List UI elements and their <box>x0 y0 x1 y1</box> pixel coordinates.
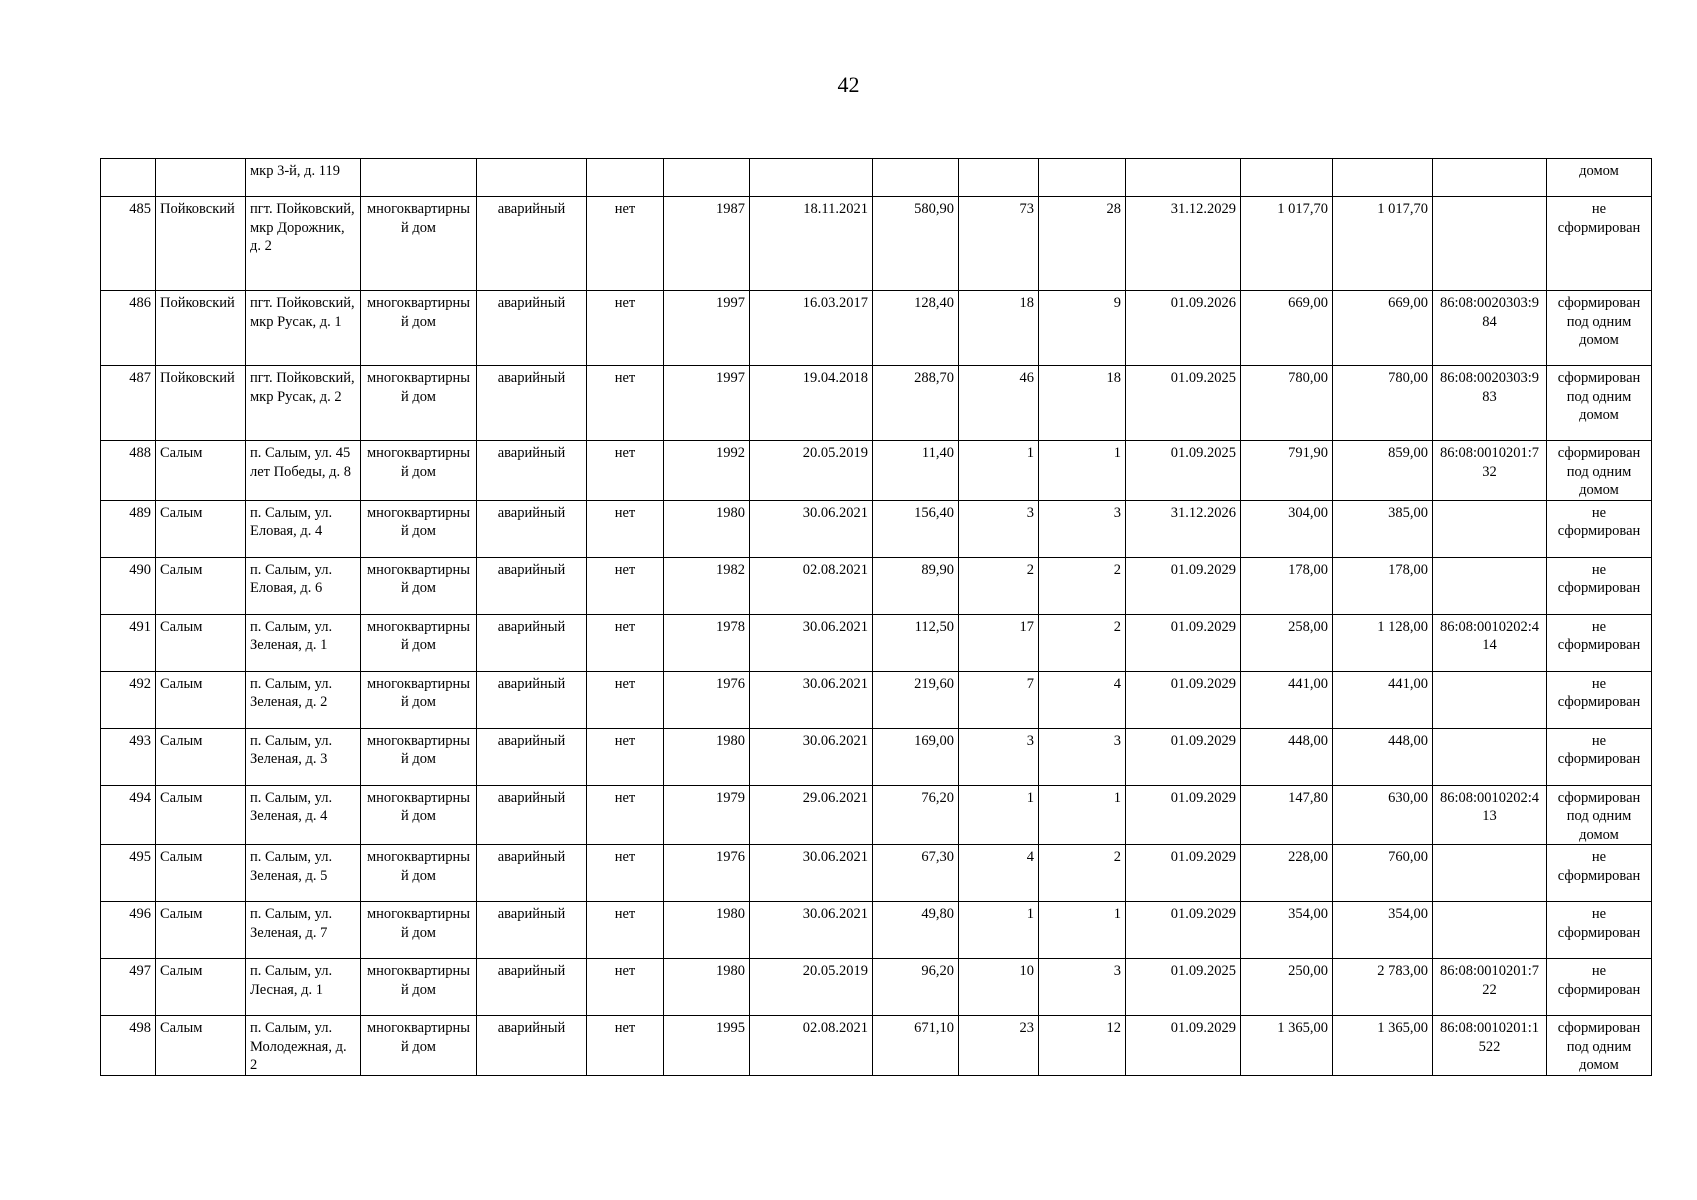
resettlement-deadline-cell: 01.09.2029 <box>1126 1016 1241 1076</box>
recognition-date-cell: 18.11.2021 <box>750 197 873 291</box>
cadastral-number-cell: 86:08:0010201:722 <box>1433 959 1547 1016</box>
cadastral-number-cell <box>1433 902 1547 959</box>
land-plot-status-cell: не сформирован <box>1547 728 1652 785</box>
area-cell: 76,20 <box>873 785 959 845</box>
land-plot-status-cell: сформирован под одним домом <box>1547 366 1652 441</box>
flats-count-cell <box>1039 159 1126 197</box>
cadastral-number-cell <box>1433 671 1547 728</box>
condition-cell: аварийный <box>477 728 587 785</box>
cadastral-number-cell: 86:08:0010201:732 <box>1433 441 1547 501</box>
residents-count-cell: 46 <box>959 366 1039 441</box>
building-type-cell: многоквартирный дом <box>361 1016 477 1076</box>
total-cost-cell: 760,00 <box>1333 845 1433 902</box>
year-built-cell: 1978 <box>664 614 750 671</box>
area-cell: 128,40 <box>873 291 959 366</box>
settlement-cell: Салым <box>156 441 246 501</box>
flag-cell: нет <box>587 614 664 671</box>
year-built-cell: 1982 <box>664 557 750 614</box>
row-number-cell: 493 <box>101 728 156 785</box>
address-cell: п. Салым, ул. Зеленая, д. 5 <box>246 845 361 902</box>
total-cost-cell: 1 365,00 <box>1333 1016 1433 1076</box>
building-type-cell: многоквартирный дом <box>361 500 477 557</box>
cost-cell: 441,00 <box>1241 671 1333 728</box>
total-cost-cell: 178,00 <box>1333 557 1433 614</box>
address-cell: п. Салым, ул. Еловая, д. 6 <box>246 557 361 614</box>
flag-cell: нет <box>587 845 664 902</box>
row-number-cell: 497 <box>101 959 156 1016</box>
table-row <box>101 366 1652 441</box>
table-body <box>101 159 1652 1076</box>
condition-cell: аварийный <box>477 845 587 902</box>
settlement-cell: Салым <box>156 902 246 959</box>
recognition-date-cell: 19.04.2018 <box>750 366 873 441</box>
recognition-date-cell: 30.06.2021 <box>750 845 873 902</box>
cadastral-number-cell: 86:08:0020303:983 <box>1433 366 1547 441</box>
row-number-cell: 485 <box>101 197 156 291</box>
address-cell: п. Салым, ул. 45 лет Победы, д. 8 <box>246 441 361 501</box>
cost-cell: 304,00 <box>1241 500 1333 557</box>
year-built-cell: 1987 <box>664 197 750 291</box>
residents-count-cell: 10 <box>959 959 1039 1016</box>
address-cell: мкр 3-й, д. 119 <box>246 159 361 197</box>
resettlement-deadline-cell: 01.09.2029 <box>1126 557 1241 614</box>
settlement-cell: Пойковский <box>156 366 246 441</box>
address-cell: пгт. Пойковский, мкр Русак, д. 2 <box>246 366 361 441</box>
resettlement-deadline-cell: 01.09.2029 <box>1126 728 1241 785</box>
recognition-date-cell: 20.05.2019 <box>750 959 873 1016</box>
resettlement-deadline-cell: 01.09.2029 <box>1126 845 1241 902</box>
flats-count-cell: 3 <box>1039 959 1126 1016</box>
cadastral-number-cell <box>1433 159 1547 197</box>
settlement-cell: Салым <box>156 845 246 902</box>
address-cell: п. Салым, ул. Зеленая, д. 2 <box>246 671 361 728</box>
table-row <box>101 845 1652 902</box>
residents-count-cell: 1 <box>959 902 1039 959</box>
cadastral-number-cell: 86:08:0010202:413 <box>1433 785 1547 845</box>
table-row <box>101 197 1652 291</box>
flag-cell: нет <box>587 366 664 441</box>
settlement-cell: Салым <box>156 785 246 845</box>
address-cell: п. Салым, ул. Зеленая, д. 3 <box>246 728 361 785</box>
condition-cell: аварийный <box>477 441 587 501</box>
cadastral-number-cell <box>1433 500 1547 557</box>
residents-count-cell: 23 <box>959 1016 1039 1076</box>
land-plot-status-cell: не сформирован <box>1547 671 1652 728</box>
recognition-date-cell: 30.06.2021 <box>750 671 873 728</box>
condition-cell: аварийный <box>477 500 587 557</box>
year-built-cell: 1980 <box>664 728 750 785</box>
total-cost-cell: 1 017,70 <box>1333 197 1433 291</box>
address-cell: п. Салым, ул. Молодежная, д. 2 <box>246 1016 361 1076</box>
recognition-date-cell: 30.06.2021 <box>750 728 873 785</box>
area-cell: 49,80 <box>873 902 959 959</box>
row-number-cell: 494 <box>101 785 156 845</box>
cost-cell <box>1241 159 1333 197</box>
building-type-cell: многоквартирный дом <box>361 197 477 291</box>
year-built-cell: 1979 <box>664 785 750 845</box>
flag-cell: нет <box>587 959 664 1016</box>
settlement-cell: Салым <box>156 1016 246 1076</box>
address-cell: п. Салым, ул. Лесная, д. 1 <box>246 959 361 1016</box>
row-number-cell: 496 <box>101 902 156 959</box>
flag-cell: нет <box>587 671 664 728</box>
cadastral-number-cell <box>1433 557 1547 614</box>
land-plot-status-cell: домом <box>1547 159 1652 197</box>
building-type-cell <box>361 159 477 197</box>
address-cell: п. Салым, ул. Зеленая, д. 7 <box>246 902 361 959</box>
table-row <box>101 785 1652 845</box>
flats-count-cell: 4 <box>1039 671 1126 728</box>
cost-cell: 791,90 <box>1241 441 1333 501</box>
land-plot-status-cell: сформирован под одним домом <box>1547 441 1652 501</box>
table-row <box>101 1016 1652 1076</box>
settlement-cell: Салым <box>156 671 246 728</box>
flats-count-cell: 18 <box>1039 366 1126 441</box>
building-type-cell: многоквартирный дом <box>361 785 477 845</box>
flats-count-cell: 1 <box>1039 902 1126 959</box>
land-plot-status-cell: не сформирован <box>1547 959 1652 1016</box>
table-row <box>101 291 1652 366</box>
recognition-date-cell: 02.08.2021 <box>750 557 873 614</box>
recognition-date-cell: 30.06.2021 <box>750 614 873 671</box>
area-cell: 112,50 <box>873 614 959 671</box>
total-cost-cell: 2 783,00 <box>1333 959 1433 1016</box>
area-cell: 169,00 <box>873 728 959 785</box>
flats-count-cell: 1 <box>1039 441 1126 501</box>
settlement-cell: Салым <box>156 959 246 1016</box>
cost-cell: 250,00 <box>1241 959 1333 1016</box>
building-type-cell: многоквартирный дом <box>361 728 477 785</box>
total-cost-cell: 859,00 <box>1333 441 1433 501</box>
flag-cell <box>587 159 664 197</box>
table-row <box>101 902 1652 959</box>
residents-count-cell: 2 <box>959 557 1039 614</box>
land-plot-status-cell: не сформирован <box>1547 500 1652 557</box>
building-type-cell: многоквартирный дом <box>361 366 477 441</box>
building-type-cell: многоквартирный дом <box>361 959 477 1016</box>
cost-cell: 1 365,00 <box>1241 1016 1333 1076</box>
building-type-cell: многоквартирный дом <box>361 671 477 728</box>
table-row <box>101 959 1652 1016</box>
resettlement-deadline-cell: 01.09.2025 <box>1126 441 1241 501</box>
row-number-cell: 490 <box>101 557 156 614</box>
residents-count-cell: 1 <box>959 441 1039 501</box>
resettlement-deadline-cell: 01.09.2026 <box>1126 291 1241 366</box>
settlement-cell: Салым <box>156 557 246 614</box>
flag-cell: нет <box>587 728 664 785</box>
flag-cell: нет <box>587 902 664 959</box>
resettlement-deadline-cell: 01.09.2025 <box>1126 366 1241 441</box>
year-built-cell: 1976 <box>664 845 750 902</box>
cost-cell: 178,00 <box>1241 557 1333 614</box>
address-cell: п. Салым, ул. Еловая, д. 4 <box>246 500 361 557</box>
flats-count-cell: 9 <box>1039 291 1126 366</box>
flats-count-cell: 1 <box>1039 785 1126 845</box>
flats-count-cell: 28 <box>1039 197 1126 291</box>
cost-cell: 258,00 <box>1241 614 1333 671</box>
condition-cell: аварийный <box>477 1016 587 1076</box>
address-cell: пгт. Пойковский, мкр Русак, д. 1 <box>246 291 361 366</box>
cadastral-number-cell <box>1433 728 1547 785</box>
cost-cell: 1 017,70 <box>1241 197 1333 291</box>
area-cell: 671,10 <box>873 1016 959 1076</box>
resettlement-deadline-cell: 01.09.2025 <box>1126 959 1241 1016</box>
resettlement-deadline-cell: 31.12.2029 <box>1126 197 1241 291</box>
row-number-cell: 488 <box>101 441 156 501</box>
flag-cell: нет <box>587 197 664 291</box>
residents-count-cell: 18 <box>959 291 1039 366</box>
flag-cell: нет <box>587 441 664 501</box>
cost-cell: 228,00 <box>1241 845 1333 902</box>
condition-cell: аварийный <box>477 614 587 671</box>
condition-cell: аварийный <box>477 671 587 728</box>
row-number-cell: 487 <box>101 366 156 441</box>
row-number-cell <box>101 159 156 197</box>
settlement-cell: Салым <box>156 728 246 785</box>
flats-count-cell: 2 <box>1039 845 1126 902</box>
total-cost-cell: 385,00 <box>1333 500 1433 557</box>
condition-cell: аварийный <box>477 557 587 614</box>
row-number-cell: 489 <box>101 500 156 557</box>
resettlement-deadline-cell: 01.09.2029 <box>1126 902 1241 959</box>
resettlement-deadline-cell: 01.09.2029 <box>1126 671 1241 728</box>
row-number-cell: 498 <box>101 1016 156 1076</box>
area-cell: 288,70 <box>873 366 959 441</box>
land-plot-status-cell: сформирован под одним домом <box>1547 291 1652 366</box>
year-built-cell <box>664 159 750 197</box>
residents-count-cell: 17 <box>959 614 1039 671</box>
area-cell: 219,60 <box>873 671 959 728</box>
page-number: 42 <box>837 72 860 97</box>
flats-count-cell: 2 <box>1039 614 1126 671</box>
total-cost-cell <box>1333 159 1433 197</box>
cost-cell: 448,00 <box>1241 728 1333 785</box>
recognition-date-cell: 29.06.2021 <box>750 785 873 845</box>
flag-cell: нет <box>587 1016 664 1076</box>
flag-cell: нет <box>587 291 664 366</box>
area-cell: 156,40 <box>873 500 959 557</box>
residents-count-cell <box>959 159 1039 197</box>
resettlement-deadline-cell: 31.12.2026 <box>1126 500 1241 557</box>
table-row <box>101 500 1652 557</box>
cost-cell: 354,00 <box>1241 902 1333 959</box>
total-cost-cell: 441,00 <box>1333 671 1433 728</box>
land-plot-status-cell: не сформирован <box>1547 557 1652 614</box>
year-built-cell: 1997 <box>664 366 750 441</box>
cadastral-number-cell: 86:08:0010202:414 <box>1433 614 1547 671</box>
land-plot-status-cell: сформирован под одним домом <box>1547 1016 1652 1076</box>
land-plot-status-cell: не сформирован <box>1547 845 1652 902</box>
year-built-cell: 1995 <box>664 1016 750 1076</box>
table-row <box>101 614 1652 671</box>
year-built-cell: 1980 <box>664 959 750 1016</box>
settlement-cell: Салым <box>156 500 246 557</box>
table-row <box>101 441 1652 501</box>
table-row <box>101 671 1652 728</box>
total-cost-cell: 354,00 <box>1333 902 1433 959</box>
table-row <box>101 728 1652 785</box>
total-cost-cell: 448,00 <box>1333 728 1433 785</box>
building-type-cell: многоквартирный дом <box>361 902 477 959</box>
year-built-cell: 1997 <box>664 291 750 366</box>
area-cell: 67,30 <box>873 845 959 902</box>
cost-cell: 780,00 <box>1241 366 1333 441</box>
condition-cell <box>477 159 587 197</box>
area-cell: 89,90 <box>873 557 959 614</box>
area-cell <box>873 159 959 197</box>
resettlement-deadline-cell: 01.09.2029 <box>1126 785 1241 845</box>
row-number-cell: 486 <box>101 291 156 366</box>
total-cost-cell: 1 128,00 <box>1333 614 1433 671</box>
recognition-date-cell: 20.05.2019 <box>750 441 873 501</box>
area-cell: 11,40 <box>873 441 959 501</box>
building-type-cell: многоквартирный дом <box>361 557 477 614</box>
resettlement-deadline-cell <box>1126 159 1241 197</box>
cadastral-number-cell: 86:08:0020303:984 <box>1433 291 1547 366</box>
residents-count-cell: 7 <box>959 671 1039 728</box>
recognition-date-cell: 30.06.2021 <box>750 902 873 959</box>
recognition-date-cell: 16.03.2017 <box>750 291 873 366</box>
building-type-cell: многоквартирный дом <box>361 845 477 902</box>
total-cost-cell: 669,00 <box>1333 291 1433 366</box>
flag-cell: нет <box>587 500 664 557</box>
condition-cell: аварийный <box>477 785 587 845</box>
flats-count-cell: 3 <box>1039 728 1126 785</box>
row-number-cell: 492 <box>101 671 156 728</box>
recognition-date-cell <box>750 159 873 197</box>
year-built-cell: 1980 <box>664 500 750 557</box>
cadastral-number-cell <box>1433 845 1547 902</box>
land-plot-status-cell: не сформирован <box>1547 614 1652 671</box>
condition-cell: аварийный <box>477 902 587 959</box>
address-cell: п. Салым, ул. Зеленая, д. 4 <box>246 785 361 845</box>
year-built-cell: 1980 <box>664 902 750 959</box>
residents-count-cell: 73 <box>959 197 1039 291</box>
year-built-cell: 1976 <box>664 671 750 728</box>
total-cost-cell: 630,00 <box>1333 785 1433 845</box>
table-row <box>101 557 1652 614</box>
year-built-cell: 1992 <box>664 441 750 501</box>
land-plot-status-cell: не сформирован <box>1547 902 1652 959</box>
area-cell: 96,20 <box>873 959 959 1016</box>
flag-cell: нет <box>587 785 664 845</box>
condition-cell: аварийный <box>477 291 587 366</box>
resettlement-deadline-cell: 01.09.2029 <box>1126 614 1241 671</box>
condition-cell: аварийный <box>477 197 587 291</box>
residents-count-cell: 3 <box>959 728 1039 785</box>
flats-count-cell: 3 <box>1039 500 1126 557</box>
residents-count-cell: 1 <box>959 785 1039 845</box>
land-plot-status-cell: сформирован под одним домом <box>1547 785 1652 845</box>
settlement-cell <box>156 159 246 197</box>
recognition-date-cell: 30.06.2021 <box>750 500 873 557</box>
housing-table <box>100 158 1652 1076</box>
recognition-date-cell: 02.08.2021 <box>750 1016 873 1076</box>
settlement-cell: Пойковский <box>156 291 246 366</box>
row-number-cell: 495 <box>101 845 156 902</box>
building-type-cell: многоквартирный дом <box>361 441 477 501</box>
flats-count-cell: 2 <box>1039 557 1126 614</box>
table-row <box>101 159 1652 197</box>
flag-cell: нет <box>587 557 664 614</box>
address-cell: пгт. Пойковский, мкр Дорожник, д. 2 <box>246 197 361 291</box>
building-type-cell: многоквартирный дом <box>361 614 477 671</box>
residents-count-cell: 4 <box>959 845 1039 902</box>
cost-cell: 669,00 <box>1241 291 1333 366</box>
settlement-cell: Пойковский <box>156 197 246 291</box>
land-plot-status-cell: не сформирован <box>1547 197 1652 291</box>
condition-cell: аварийный <box>477 366 587 441</box>
settlement-cell: Салым <box>156 614 246 671</box>
flats-count-cell: 12 <box>1039 1016 1126 1076</box>
condition-cell: аварийный <box>477 959 587 1016</box>
total-cost-cell: 780,00 <box>1333 366 1433 441</box>
cadastral-number-cell <box>1433 197 1547 291</box>
row-number-cell: 491 <box>101 614 156 671</box>
cadastral-number-cell: 86:08:0010201:1522 <box>1433 1016 1547 1076</box>
building-type-cell: многоквартирный дом <box>361 291 477 366</box>
area-cell: 580,90 <box>873 197 959 291</box>
address-cell: п. Салым, ул. Зеленая, д. 1 <box>246 614 361 671</box>
cost-cell: 147,80 <box>1241 785 1333 845</box>
residents-count-cell: 3 <box>959 500 1039 557</box>
